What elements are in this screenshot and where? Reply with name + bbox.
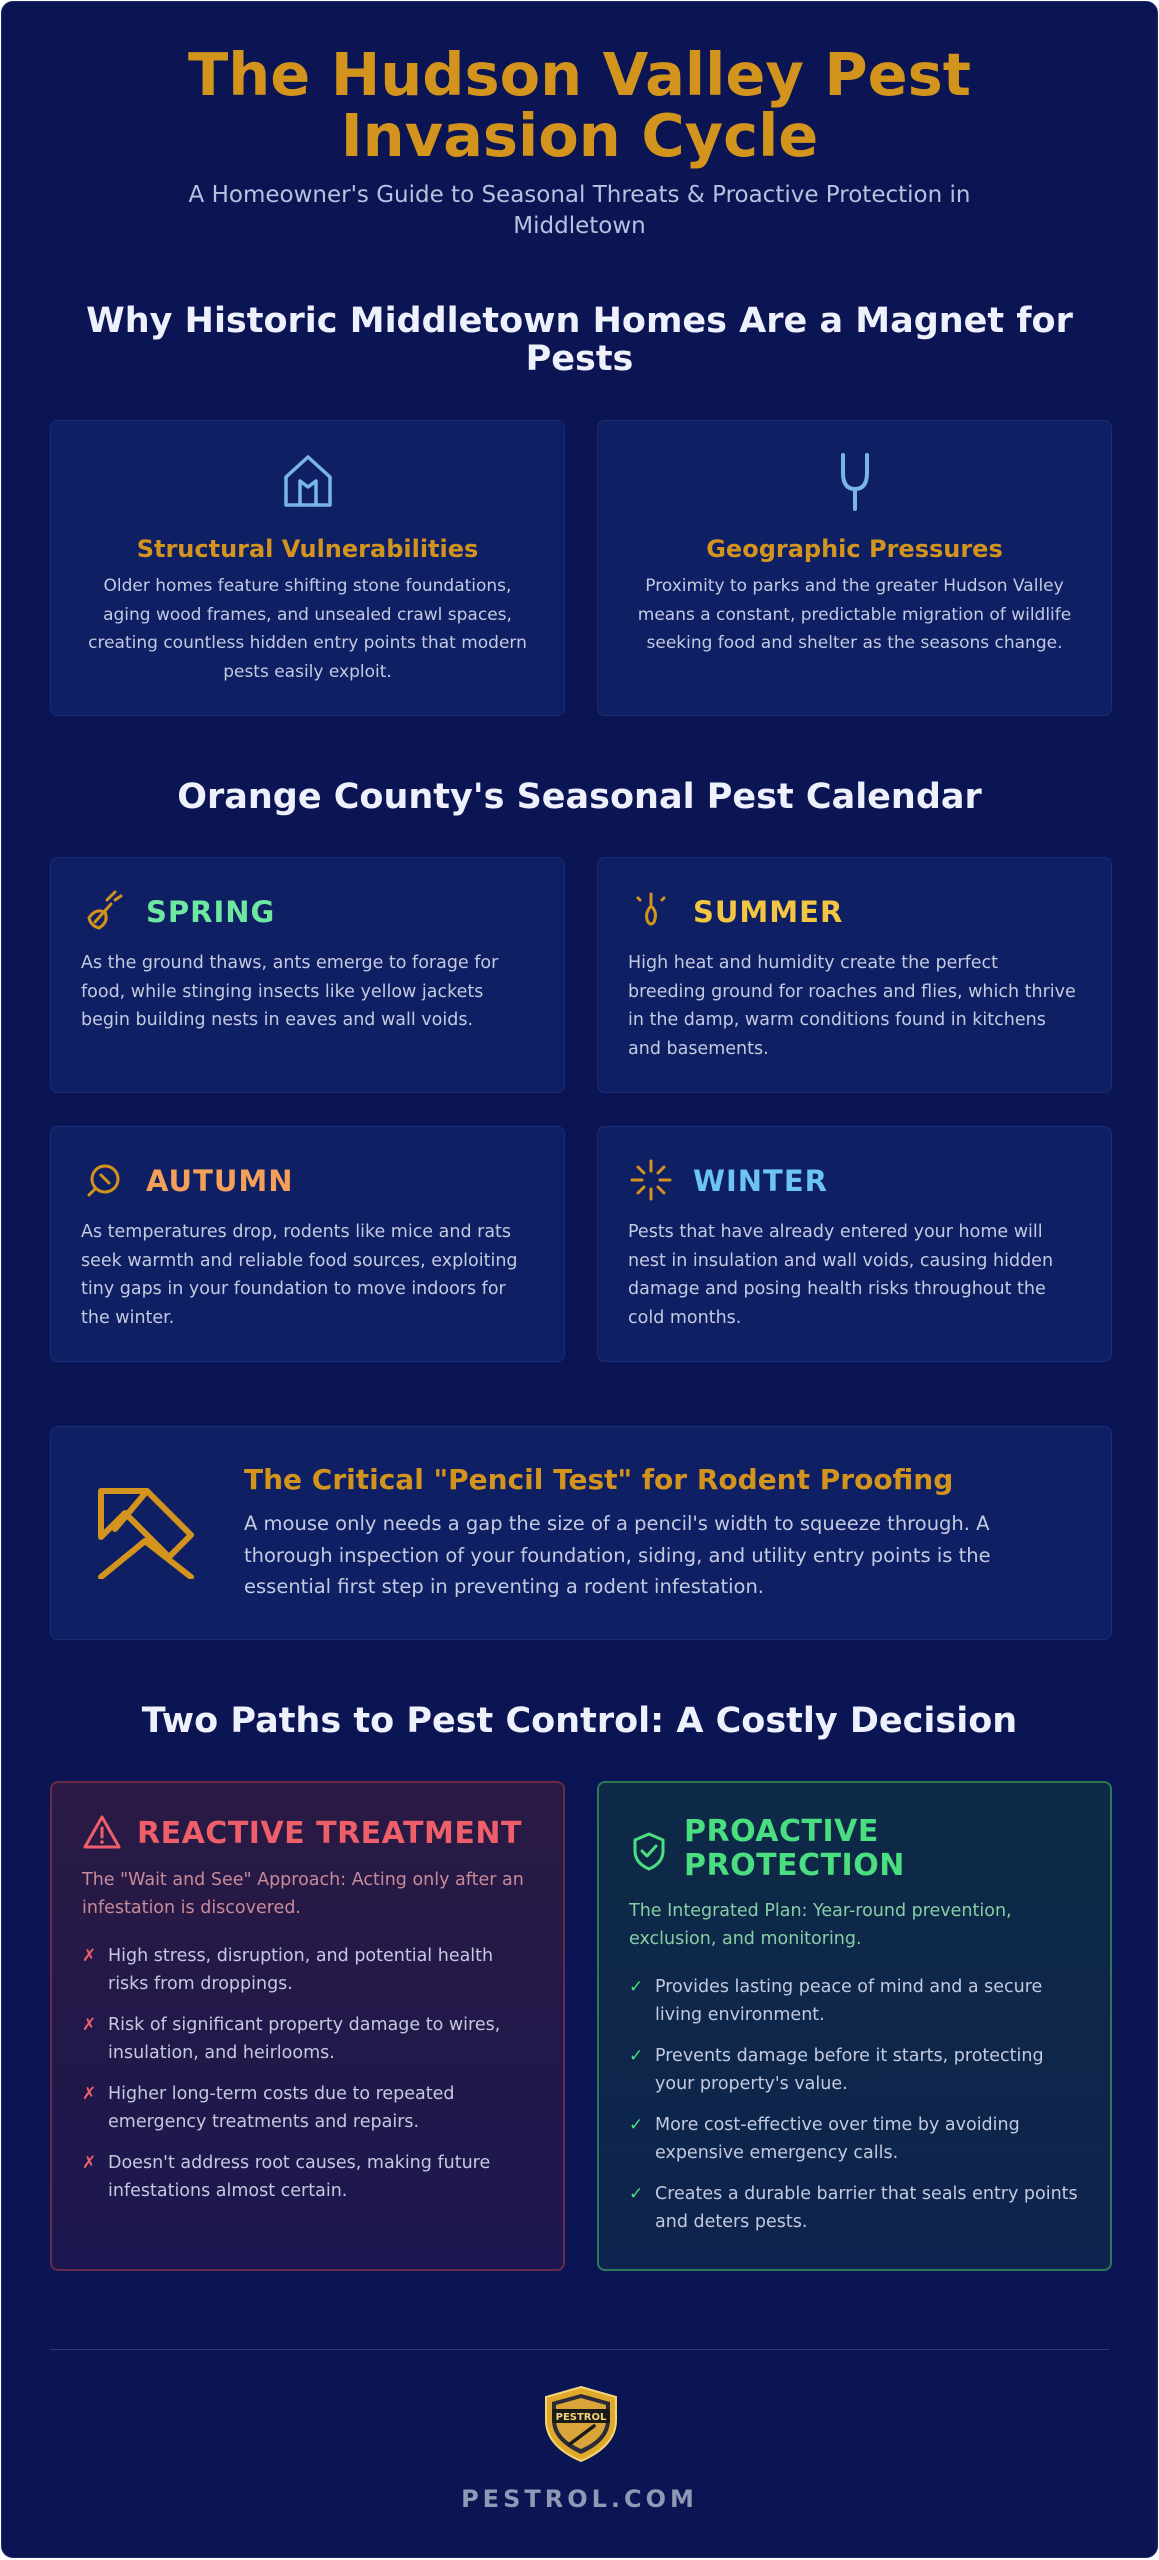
- pestrol-shield-logo: [540, 2384, 622, 2464]
- infographic-page: [1, 1, 1158, 2558]
- list-item: ✓ More cost-effective over time by avoiding expensive emergency calls.: [629, 2115, 1020, 2163]
- pencil-test-callout: [50, 1426, 1112, 1640]
- geographic-pressures-card: [597, 420, 1112, 716]
- list-item: ✗ Risk of significant property damage to wires, insulation, and heirlooms.: [82, 2015, 501, 2063]
- season-card-winter: [597, 1126, 1112, 1362]
- season-card-summer: [597, 857, 1112, 1093]
- card-text: Older homes feature shifting stone foundations, aging wood frames, and unsealed crawl spaces, creating countless hidden entry points that modern pests easily exploit.: [88, 576, 527, 682]
- card-text: Proximity to parks and the greater Hudson Valley means a constant, predictable migration of wildlife seeking food and shelter as the seasons change.: [637, 576, 1072, 653]
- footer-site-link[interactable]: PESTROL.COM: [461, 2485, 698, 2513]
- proactive-list: [629, 1974, 1080, 2250]
- season-text: High heat and humidity create the perfect breeding ground for roaches and flies, which thrive in the damp, warm conditions found in kitchens and basements.: [628, 953, 1076, 1059]
- list-item: ✗ Doesn't address root causes, making future infestations almost certain.: [82, 2153, 491, 2201]
- list-item: ✓ Provides lasting peace of mind and a secure living environment.: [629, 1977, 1043, 2025]
- season-name: WINTER: [693, 1164, 828, 1198]
- snowflake-icon: [628, 1157, 674, 1203]
- list-item: ✗ Higher long-term costs due to repeated emergency treatments and repairs.: [82, 2084, 455, 2132]
- season-card-autumn: [50, 1126, 565, 1362]
- list-item: ✓ Prevents damage before it starts, protecting your property's value.: [629, 2046, 1044, 2094]
- proactive-protection-card: [597, 1781, 1112, 2271]
- pencil-test-title: The Critical "Pencil Test" for Rodent Proofing: [244, 1463, 954, 1496]
- page-title: The Hudson Valley Pest Invasion Cycle: [188, 40, 971, 170]
- house-icon: [280, 451, 336, 511]
- calendar-section-heading: Orange County's Seasonal Pest Calendar: [177, 777, 982, 817]
- list-item: ✗ High stress, disruption, and potential health risks from droppings.: [82, 1946, 494, 1994]
- reactive-list: [82, 1943, 533, 2219]
- season-text: As the ground thaws, ants emerge to forage for food, while stinging insects like yellow jackets begin building nests in eaves and wall voids.: [81, 953, 499, 1030]
- reactive-desc: The "Wait and See" Approach: Acting only after an infestation is discovered.: [82, 1870, 524, 1918]
- reactive-treatment-card: [50, 1781, 565, 2271]
- season-text: As temperatures drop, rodents like mice and rats seek warmth and reliable food sources, exploiting tiny gaps in your foundation to move indoors for the winter.: [81, 1222, 518, 1328]
- season-text: Pests that have already entered your home will nest in insulation and wall voids, causing hidden damage and posing health risks throughout the cold months.: [628, 1222, 1054, 1328]
- season-name: AUTUMN: [146, 1164, 294, 1198]
- tuning-fork-icon: [827, 451, 883, 511]
- pencil-test-text: A mouse only needs a gap the size of a pencil's width to squeeze through. A thorough inspection of your foundation, siding, and utility entry points is the essential first step in preventing a rodent infestation.: [244, 1512, 991, 1598]
- card-title: Structural Vulnerabilities: [136, 535, 479, 563]
- list-item: ✓ Creates a durable barrier that seals entry points and deters pests.: [629, 2184, 1078, 2232]
- shield-check-icon: [629, 1831, 669, 1871]
- reactive-title: REACTIVE TREATMENT: [137, 1816, 522, 1851]
- svg-text:PESTROL: PESTROL: [555, 2412, 607, 2423]
- pencil-icon: [95, 1479, 201, 1579]
- leaf-icon: [81, 1157, 127, 1203]
- warning-icon: [82, 1813, 122, 1853]
- season-name: SUMMER: [693, 895, 844, 929]
- seedling-icon: [81, 888, 127, 934]
- card-title: Geographic Pressures: [706, 535, 1003, 563]
- structural-vulnerabilities-card: [50, 420, 565, 716]
- season-name: SPRING: [146, 895, 276, 929]
- flame-icon: [628, 888, 674, 934]
- proactive-title: PROACTIVE PROTECTION: [684, 1814, 905, 1883]
- proactive-desc: The Integrated Plan: Year-round prevention, exclusion, and monitoring.: [629, 1901, 1012, 1949]
- why-section-heading: Why Historic Middletown Homes Are a Magnet for Pests: [86, 301, 1073, 379]
- page-subtitle: A Homeowner's Guide to Seasonal Threats & Proactive Protection in Middletown: [188, 182, 971, 239]
- footer-divider: [50, 2349, 1109, 2350]
- paths-section-heading: Two Paths to Pest Control: A Costly Decision: [141, 1701, 1018, 1741]
- season-card-spring: [50, 857, 565, 1093]
